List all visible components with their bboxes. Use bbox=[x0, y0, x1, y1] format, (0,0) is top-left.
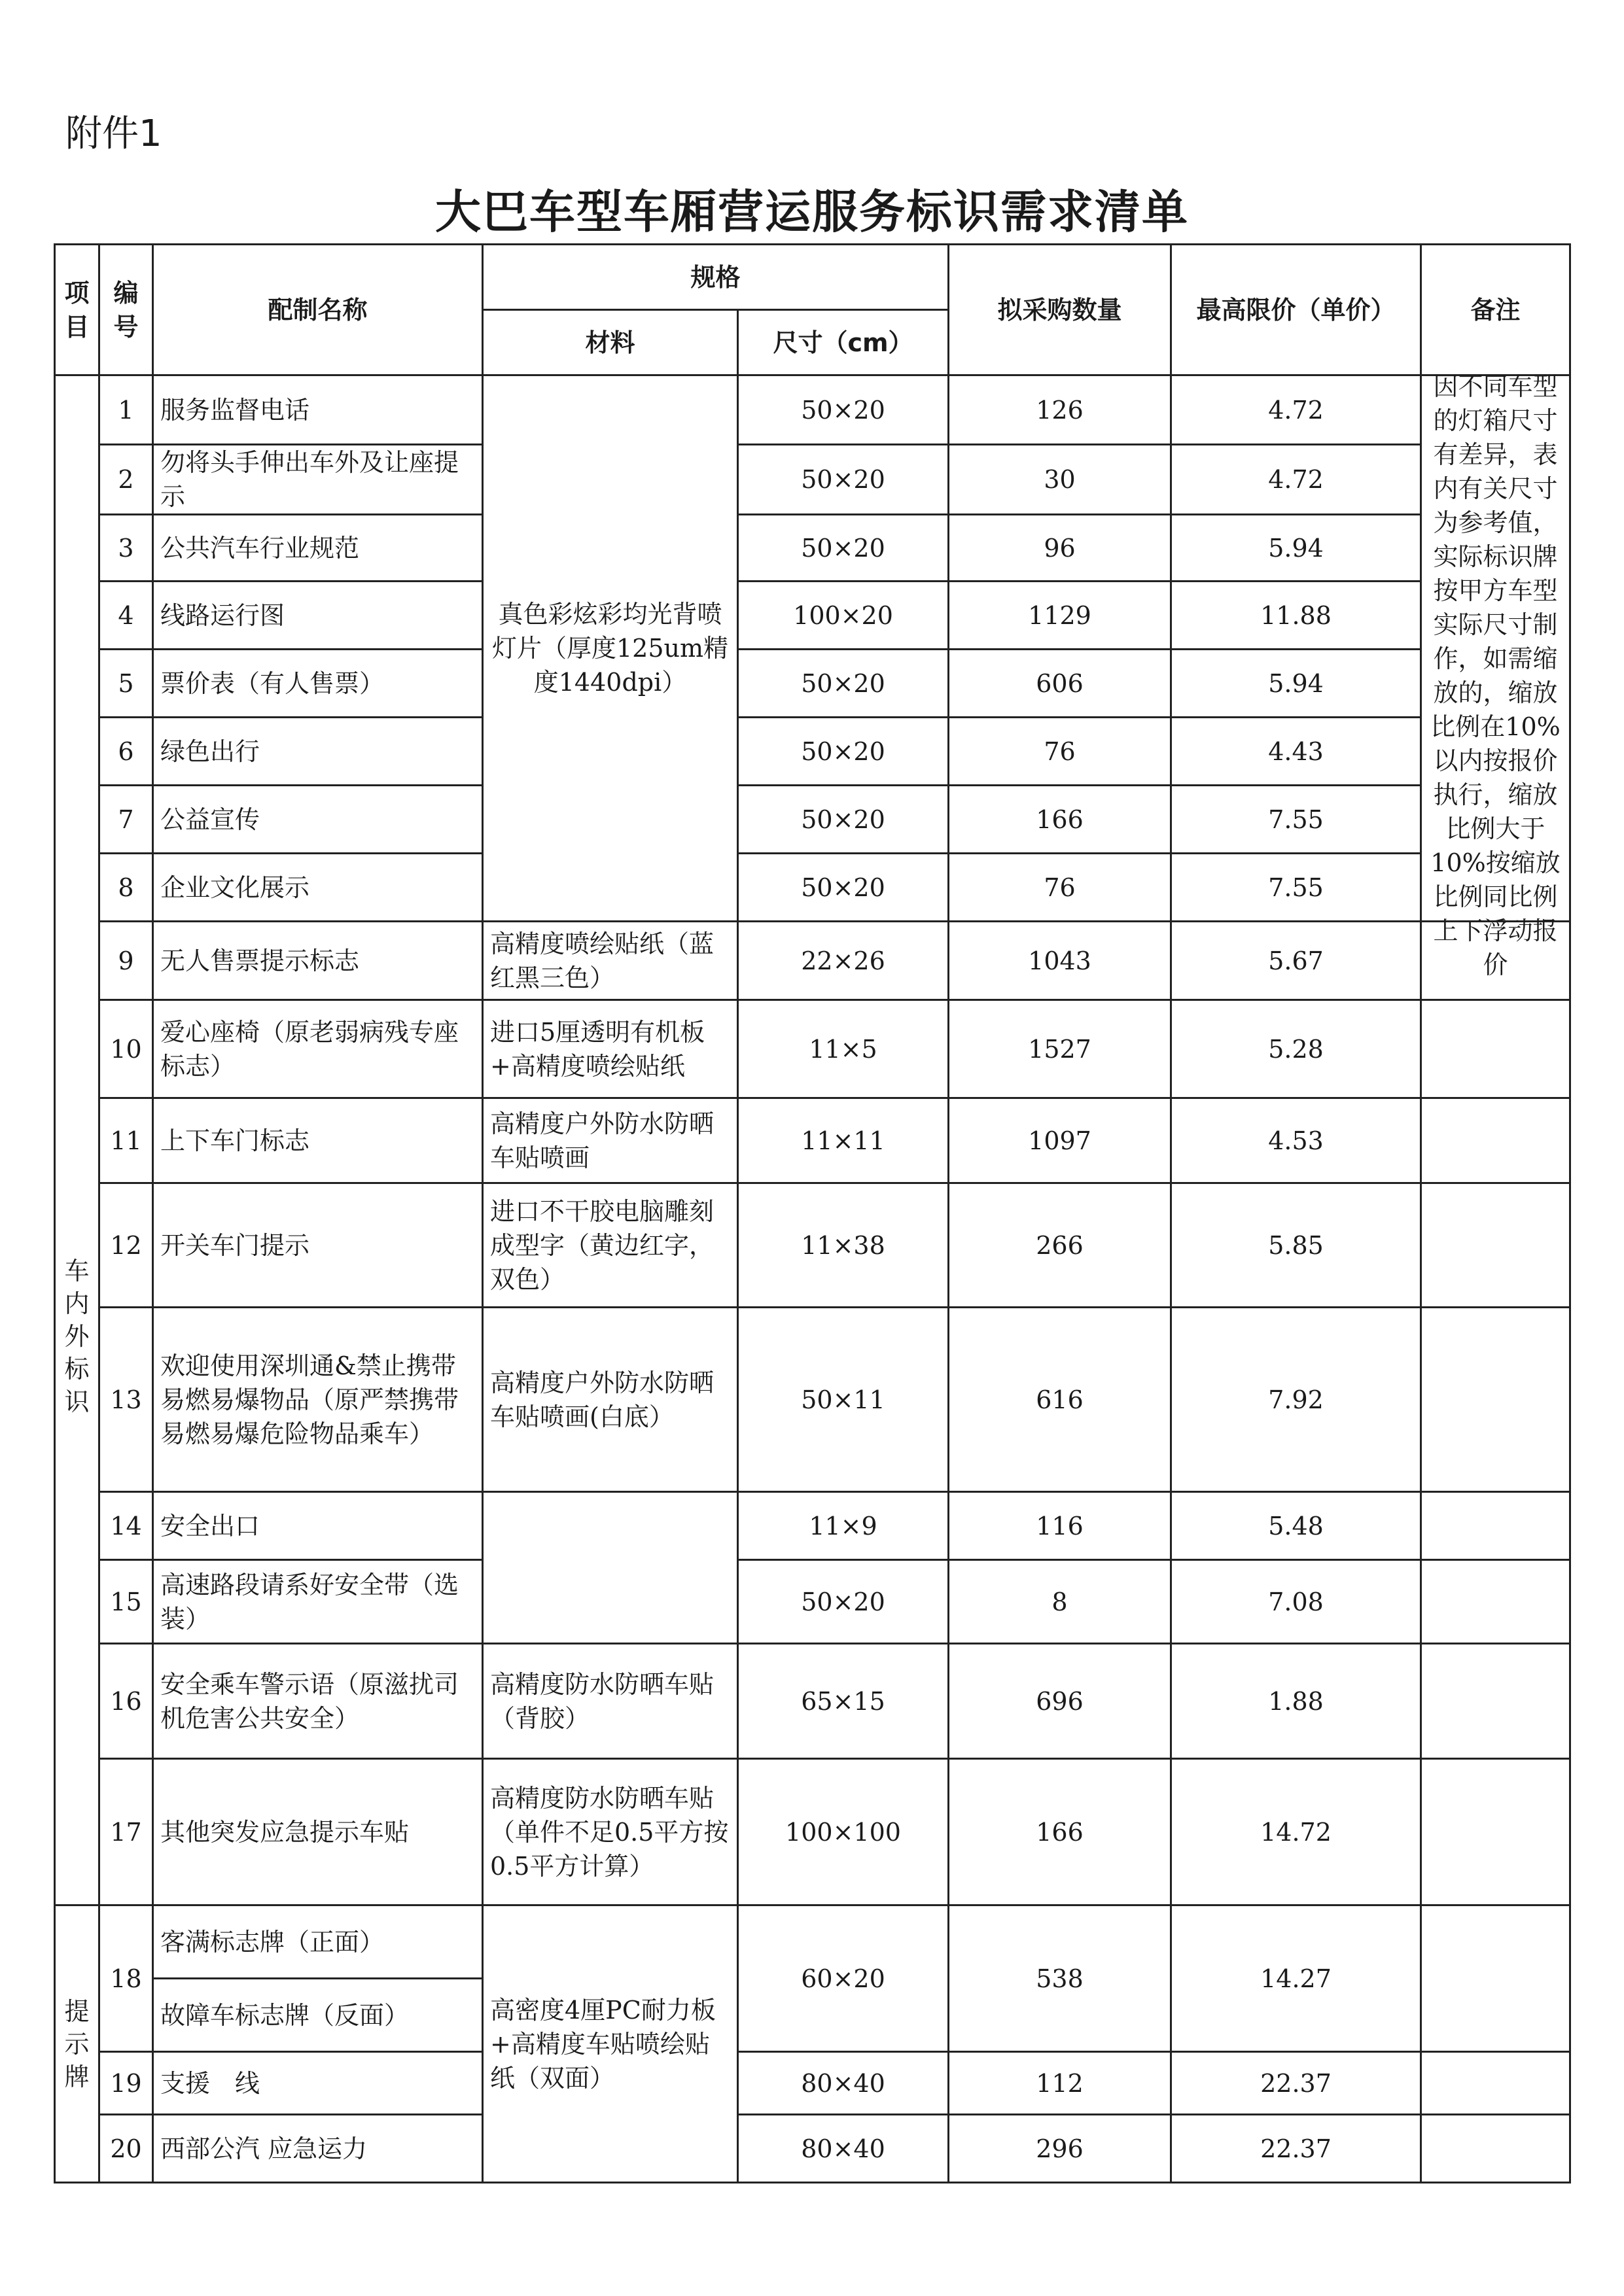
item-name: 西部公汽 应急运力 bbox=[153, 2115, 483, 2183]
table-row bbox=[55, 515, 1570, 582]
item-name: 勿将头手伸出车外及让座提示 bbox=[153, 445, 483, 515]
header-category: 项目 bbox=[55, 245, 99, 375]
row-number: 13 bbox=[99, 1308, 153, 1492]
remark-cell bbox=[1421, 1560, 1570, 1644]
table-row bbox=[55, 582, 1570, 650]
row-number: 20 bbox=[99, 2115, 153, 2183]
remark-cell bbox=[1421, 1308, 1570, 1492]
item-price: 5.94 bbox=[1171, 515, 1421, 582]
item-size: 100×100 bbox=[738, 1759, 949, 1905]
item-name: 开关车门提示 bbox=[153, 1183, 483, 1308]
item-name: 无人售票提示标志 bbox=[153, 922, 483, 1000]
item-size: 100×20 bbox=[738, 582, 949, 650]
remark-cell bbox=[1421, 1098, 1570, 1183]
item-name: 企业文化展示 bbox=[153, 854, 483, 922]
material-cell: 高密度4厘PC耐力板+高精度车贴喷绘贴纸（双面） bbox=[483, 1905, 738, 2183]
item-name: 支援 线 bbox=[153, 2052, 483, 2115]
item-price: 14.72 bbox=[1171, 1759, 1421, 1905]
item-price: 22.37 bbox=[1171, 2115, 1421, 2183]
item-price: 4.43 bbox=[1171, 718, 1421, 786]
remark-cell bbox=[1421, 1759, 1570, 1905]
attachment-label: 附件1 bbox=[65, 113, 162, 155]
table-row bbox=[55, 1308, 1570, 1492]
remark-cell bbox=[1421, 2115, 1570, 2183]
table-row bbox=[55, 786, 1570, 854]
remark-cell bbox=[1421, 1183, 1570, 1308]
item-name: 绿色出行 bbox=[153, 718, 483, 786]
item-size: 50×20 bbox=[738, 375, 949, 445]
item-price: 7.55 bbox=[1171, 854, 1421, 922]
item-size: 50×20 bbox=[738, 650, 949, 718]
row-number: 6 bbox=[99, 718, 153, 786]
row-number: 3 bbox=[99, 515, 153, 582]
item-price: 7.55 bbox=[1171, 786, 1421, 854]
row-number: 15 bbox=[99, 1560, 153, 1644]
table-row bbox=[55, 1183, 1570, 1308]
item-price: 4.53 bbox=[1171, 1098, 1421, 1183]
table-row bbox=[55, 1492, 1570, 1560]
row-number: 2 bbox=[99, 445, 153, 515]
material-cell: 高精度喷绘贴纸（蓝红黑三色） bbox=[483, 922, 738, 1000]
item-price: 1.88 bbox=[1171, 1644, 1421, 1759]
item-size: 65×15 bbox=[738, 1644, 949, 1759]
item-qty: 96 bbox=[949, 515, 1171, 582]
item-price: 22.37 bbox=[1171, 2052, 1421, 2115]
material-cell: 高精度防水防晒车贴（背胶） bbox=[483, 1644, 738, 1759]
item-qty: 166 bbox=[949, 1759, 1171, 1905]
remark-note: 因不同车型的灯箱尺寸有差异，表内有关尺寸为参考值，实际标识牌按甲方车型实际尺寸制作，如需缩放的，缩放比例在10%以内按报价执行，缩放比例大于10%按缩放比例同比例上下浮动报价 bbox=[1421, 375, 1570, 922]
table-row bbox=[55, 445, 1570, 515]
item-size: 80×40 bbox=[738, 2052, 949, 2115]
item-size: 50×20 bbox=[738, 718, 949, 786]
row-number: 5 bbox=[99, 650, 153, 718]
item-size: 11×9 bbox=[738, 1492, 949, 1560]
item-price: 4.72 bbox=[1171, 445, 1421, 515]
row-number: 9 bbox=[99, 922, 153, 1000]
item-name: 其他突发应急提示车贴 bbox=[153, 1759, 483, 1905]
item-size: 50×20 bbox=[738, 854, 949, 922]
item-qty: 76 bbox=[949, 718, 1171, 786]
item-name: 欢迎使用深圳通&禁止携带易燃易爆物品（原严禁携带易燃易爆危险物品乘车） bbox=[153, 1308, 483, 1492]
remark-cell bbox=[1421, 1905, 1570, 2052]
category-label: 提示牌 bbox=[64, 1996, 90, 2091]
item-size: 50×20 bbox=[738, 1560, 949, 1644]
row-number: 14 bbox=[99, 1492, 153, 1560]
table-row bbox=[55, 375, 1570, 445]
header-row-1 bbox=[55, 245, 1570, 310]
item-qty: 606 bbox=[949, 650, 1171, 718]
item-qty: 126 bbox=[949, 375, 1171, 445]
material-cell: 真色彩炫彩均光背喷灯片（厚度125um精度1440dpi） bbox=[483, 375, 738, 922]
item-price: 7.08 bbox=[1171, 1560, 1421, 1644]
item-qty: 266 bbox=[949, 1183, 1171, 1308]
item-qty: 30 bbox=[949, 445, 1171, 515]
item-qty: 116 bbox=[949, 1492, 1171, 1560]
material-cell: 高精度户外防水防晒车贴喷画 bbox=[483, 1098, 738, 1183]
item-name: 线路运行图 bbox=[153, 582, 483, 650]
table-row bbox=[55, 1905, 1570, 1979]
row-number: 8 bbox=[99, 854, 153, 922]
category-cell-interior bbox=[55, 375, 99, 1905]
row-number: 7 bbox=[99, 786, 153, 854]
table-row bbox=[55, 1000, 1570, 1098]
row-number: 4 bbox=[99, 582, 153, 650]
header-size: 尺寸（cm） bbox=[738, 310, 949, 375]
table-row bbox=[55, 922, 1570, 1000]
item-size: 60×20 bbox=[738, 1905, 949, 2052]
remark-cell bbox=[1421, 2052, 1570, 2115]
header-remark: 备注 bbox=[1421, 245, 1570, 375]
material-cell: 进口不干胶电脑雕刻成型字（黄边红字，双色） bbox=[483, 1183, 738, 1308]
table-row bbox=[55, 2052, 1570, 2115]
table-row bbox=[55, 854, 1570, 922]
item-size: 50×20 bbox=[738, 786, 949, 854]
item-size: 50×11 bbox=[738, 1308, 949, 1492]
document-title: 大巴车型车厢营运服务标识需求清单 bbox=[435, 185, 1189, 239]
header-quantity: 拟采购数量 bbox=[949, 245, 1171, 375]
table-row bbox=[55, 1560, 1570, 1644]
table-row bbox=[55, 1759, 1570, 1905]
remark-cell bbox=[1421, 1644, 1570, 1759]
item-price: 14.27 bbox=[1171, 1905, 1421, 2052]
item-qty: 1097 bbox=[949, 1098, 1171, 1183]
item-name: 票价表（有人售票） bbox=[153, 650, 483, 718]
header-max-price: 最高限价（单价） bbox=[1171, 245, 1421, 375]
item-size: 50×20 bbox=[738, 445, 949, 515]
row-number: 18 bbox=[99, 1905, 153, 2052]
item-size: 11×5 bbox=[738, 1000, 949, 1098]
item-price: 5.28 bbox=[1171, 1000, 1421, 1098]
item-qty: 696 bbox=[949, 1644, 1171, 1759]
table-row bbox=[55, 2115, 1570, 2183]
item-name: 公益宣传 bbox=[153, 786, 483, 854]
row-number: 17 bbox=[99, 1759, 153, 1905]
header-name: 配制名称 bbox=[153, 245, 483, 375]
item-size: 22×26 bbox=[738, 922, 949, 1000]
item-price: 5.85 bbox=[1171, 1183, 1421, 1308]
item-price: 4.72 bbox=[1171, 375, 1421, 445]
row-number: 16 bbox=[99, 1644, 153, 1759]
item-name: 高速路段请系好安全带（选装） bbox=[153, 1560, 483, 1644]
row-number: 12 bbox=[99, 1183, 153, 1308]
material-cell: 高精度户外防水防晒车贴喷画(白底） bbox=[483, 1308, 738, 1492]
row-number: 10 bbox=[99, 1000, 153, 1098]
category-cell-plate bbox=[55, 1905, 99, 2183]
item-qty: 166 bbox=[949, 786, 1171, 854]
table-row bbox=[55, 650, 1570, 718]
item-size: 80×40 bbox=[738, 2115, 949, 2183]
item-name: 爱心座椅（原老弱病残专座标志） bbox=[153, 1000, 483, 1098]
item-qty: 538 bbox=[949, 1905, 1171, 2052]
item-price: 7.92 bbox=[1171, 1308, 1421, 1492]
header-spec: 规格 bbox=[483, 245, 949, 310]
item-name: 服务监督电话 bbox=[153, 375, 483, 445]
item-qty: 1527 bbox=[949, 1000, 1171, 1098]
row-number: 19 bbox=[99, 2052, 153, 2115]
item-qty: 112 bbox=[949, 2052, 1171, 2115]
item-price: 5.48 bbox=[1171, 1492, 1421, 1560]
item-name: 公共汽车行业规范 bbox=[153, 515, 483, 582]
remark-cell bbox=[1421, 1000, 1570, 1098]
table-row bbox=[55, 1098, 1570, 1183]
item-qty: 296 bbox=[949, 2115, 1171, 2183]
item-name-secondary: 故障车标志牌（反面） bbox=[153, 1979, 483, 2052]
item-price: 5.67 bbox=[1171, 922, 1421, 1000]
table-row bbox=[55, 1644, 1570, 1759]
item-name: 安全乘车警示语（原滋扰司机危害公共安全） bbox=[153, 1644, 483, 1759]
header-material: 材料 bbox=[483, 310, 738, 375]
row-number: 1 bbox=[99, 375, 153, 445]
row-number: 11 bbox=[99, 1098, 153, 1183]
material-cell: 进口5厘透明有机板+高精度喷绘贴纸 bbox=[483, 1000, 738, 1098]
item-name: 客满标志牌（正面） bbox=[153, 1905, 483, 1979]
item-size: 50×20 bbox=[738, 515, 949, 582]
item-name: 上下车门标志 bbox=[153, 1098, 483, 1183]
item-qty: 1129 bbox=[949, 582, 1171, 650]
item-qty: 8 bbox=[949, 1560, 1171, 1644]
item-size: 11×11 bbox=[738, 1098, 949, 1183]
table-row bbox=[55, 718, 1570, 786]
material-cell: 高精度防水防晒车贴（单件不足0.5平方按0.5平方计算） bbox=[483, 1759, 738, 1905]
header-number: 编号 bbox=[99, 245, 153, 375]
remark-cell bbox=[1421, 1492, 1570, 1560]
item-size: 11×38 bbox=[738, 1183, 949, 1308]
procurement-table bbox=[54, 243, 1571, 2183]
category-label: 车内外标识 bbox=[64, 1257, 90, 1416]
item-price: 5.94 bbox=[1171, 650, 1421, 718]
item-qty: 1043 bbox=[949, 922, 1171, 1000]
material-cell bbox=[483, 1492, 738, 1644]
item-qty: 616 bbox=[949, 1308, 1171, 1492]
item-name: 安全出口 bbox=[153, 1492, 483, 1560]
item-qty: 76 bbox=[949, 854, 1171, 922]
item-price: 11.88 bbox=[1171, 582, 1421, 650]
